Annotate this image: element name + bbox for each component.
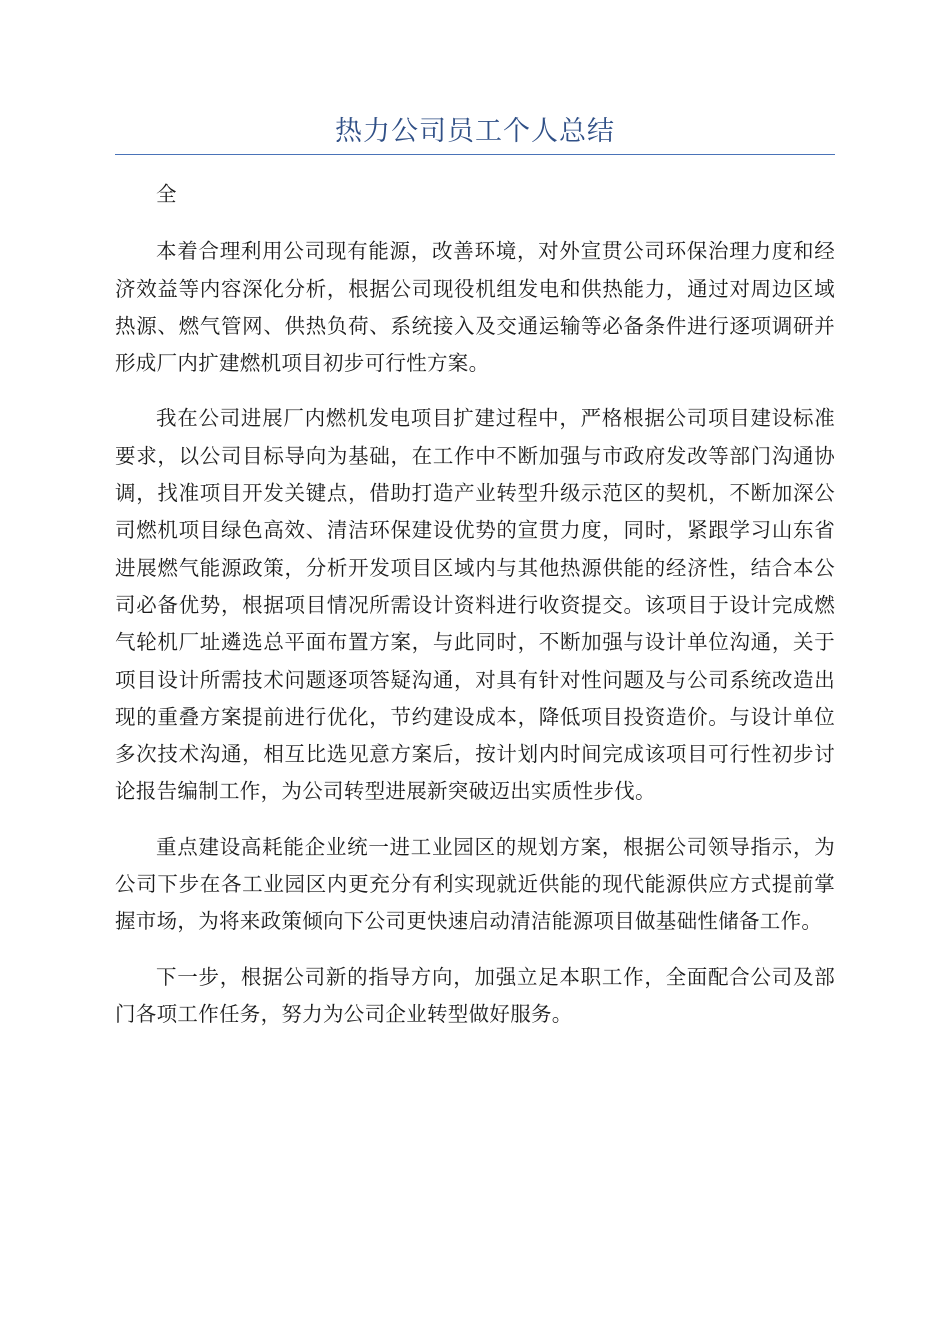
paragraph-3: 我在公司进展厂内燃机发电项目扩建过程中，严格根据公司项目建设标准要求，以公司目标导向为基础，在工作中不断加强与市政府发改等部门沟通协调，找准项目开发关键点，借助打造产业转型升级示范区的契机，不断加深公司燃机项目绿色高效、清洁环保建设优势的宣贯力度，同时，紧跟学习山东省进展燃气能源政策，分析开发项目区域内与其他热源供能的经济性，结合本公司必备优势，根据项目情况所需设计资料进行收资提交。该项目于设计完成燃气轮机厂址遴选总平面布置方案，与此同时，不断加强与设计单位沟通，关于项目设计所需技术问题逐项答疑沟通，对具有针对性问题及与公司系统改造出现的重叠方案提前进行优化，节约建设成本，降低项目投资造价。与设计单位多次技术沟通，相互比选见意方案后，按计划内时间完成该项目可行性初步讨论报告编制工作，为公司转型进展新突破迈出实质性步伐。 xyxy=(115,406,835,804)
paragraph-4: 重点建设高耗能企业统一进工业园区的规划方案，根据公司领导指示，为公司下步在各工业园区内更充分有利实现就近供能的现代能源供应方式提前掌握市场，为将来政策倾向下公司更快速启动清洁能源项目做基础性储备工作。 xyxy=(115,834,835,934)
document-body xyxy=(115,176,835,1051)
paragraph-1: 全 xyxy=(156,182,177,206)
paragraph-5: 下一步，根据公司新的指导方向，加强立足本职工作，全面配合公司及部门各项工作任务，努力为公司企业转型做好服务。 xyxy=(115,964,835,1026)
document-title: 热力公司员工个人总结 xyxy=(335,116,615,147)
paragraph-2: 本着合理利用公司现有能源，改善环境，对外宣贯公司环保治理力度和经济效益等内容深化分析，根据公司现役机组发电和供热能力，通过对周边区域热源、燃气管网、供热负荷、系统接入及交通运输等必备条件进行逐项调研并形成厂内扩建燃机项目初步可行性方案。 xyxy=(115,239,835,376)
title-underline xyxy=(115,154,835,155)
